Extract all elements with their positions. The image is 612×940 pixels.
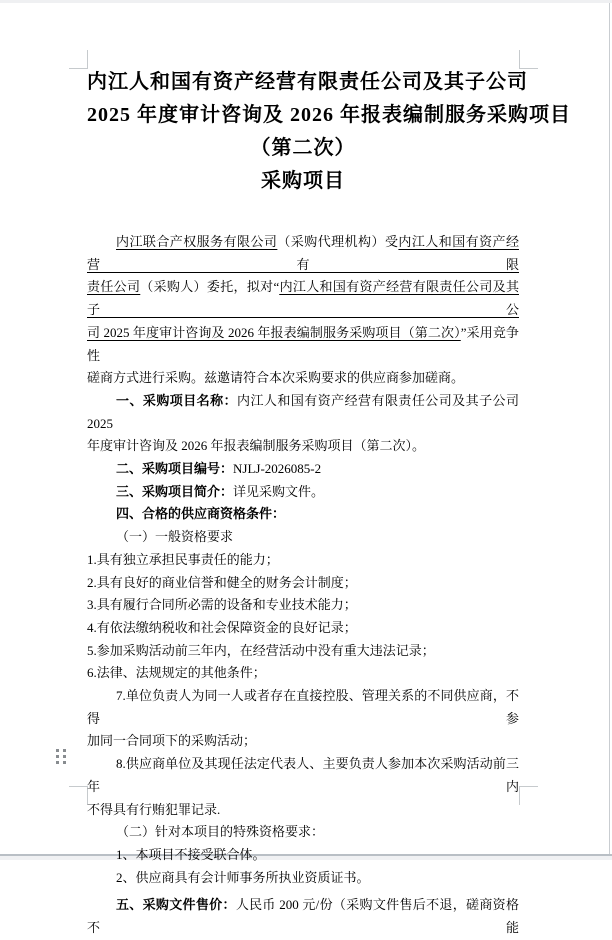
paragraph-line (87, 640, 519, 663)
text-run: 内江人和国有资产经营有限责任公司及其子公 (87, 279, 519, 318)
paragraph-line (87, 458, 519, 481)
text-run: 一、采购项目名称： (116, 392, 238, 408)
document-body (87, 231, 519, 940)
margin-crop-mark-top-right (519, 50, 538, 69)
title-line: 内江人和国有资产经营有限责任公司及其子公司 (87, 71, 528, 93)
page-right-edge (609, 3, 610, 855)
text-run: 8.供应商单位及其现任法定代表人、主要负责人参加本次采购活动前三年内 (87, 756, 519, 794)
paragraph-line (87, 867, 519, 890)
paragraph-line (87, 685, 519, 730)
paragraph-line (87, 894, 519, 939)
paragraph-line (87, 617, 519, 640)
text-run: 三、采购项目简介： (116, 483, 234, 499)
paragraph-line (87, 799, 519, 822)
text-run: 3.具有履行合同所必需的设备和专业技术能力； (87, 597, 357, 613)
text-run: 责任公司 (87, 279, 141, 295)
paragraph-line (87, 526, 519, 549)
paragraph-line (87, 821, 519, 844)
text-run: 6.法律、法规规定的其他条件； (87, 665, 266, 681)
text-run: 司 2025 年度审计咨询及 2026 年报表编制服务采购项目（第二次） (87, 324, 461, 340)
text-run: （一）一般资格要求 (116, 529, 234, 545)
paragraph-line (87, 549, 519, 572)
text-run: 详见采购文件。 (233, 483, 325, 499)
text-run: NJLJ-2026085-2 (233, 461, 322, 477)
paragraph-line (87, 662, 519, 685)
text-run: 二、采购项目编号： (116, 461, 234, 477)
paragraph-line (87, 390, 519, 435)
text-run: 2.具有良好的商业信誉和健全的财务会计制度； (87, 574, 357, 590)
text-run: 五、采购文件售价： (116, 897, 236, 913)
title-line: （第二次） (250, 137, 356, 159)
title-line: 采购项目 (261, 170, 345, 192)
text-run: 7.单位负责人为同一人或者存在直接控股、管理关系的不同供应商，不得参 (87, 688, 519, 726)
paragraph-line (87, 367, 519, 390)
paragraph-line (87, 572, 519, 595)
paragraph-line (87, 503, 519, 526)
paragraph-line (87, 435, 519, 458)
text-run: 内江联合产权服务有限公司 (116, 234, 278, 249)
paragraph-line (87, 753, 519, 798)
text-run: （二）针对本项目的特殊资格要求： (116, 824, 325, 840)
margin-crop-mark-top-left (69, 50, 88, 69)
text-run: （采购人）委托，拟对“ (140, 279, 280, 295)
margin-crop-mark-bottom-right (519, 786, 538, 805)
text-run: 1、本项目不接受联合体。 (116, 846, 266, 862)
text-run: 4.有依法缴纳税收和社会保障资金的良好记录； (87, 619, 357, 635)
text-run: 四、合格的供应商资格条件： (116, 506, 286, 522)
text-run: 内江人和国有资产经营有限 (87, 234, 519, 272)
paragraph-line (87, 730, 519, 753)
document-title (87, 66, 571, 198)
text-run: 年度审计咨询及 2026 年报表编制服务采购项目（第二次）。 (87, 438, 426, 454)
text-run: 内江人和国有资产经营有限责任公司及其子公司 2025 (87, 392, 519, 431)
text-run: 加同一合同项下的采购活动； (87, 733, 257, 749)
six-dot-drag-handle-icon[interactable] (56, 749, 68, 766)
paragraph-line (87, 322, 519, 367)
text-run: ”采用竞争性 (87, 324, 519, 363)
text-run: 不得具有行贿犯罪记录. (87, 801, 221, 817)
text-run: 5.参加采购活动前三年内，在经营活动中没有重大违法记录； (87, 642, 435, 658)
text-run: 人民币 200 元/份（采购文件售后不退，磋商资格不能 (87, 897, 519, 936)
margin-crop-mark-bottom-left (69, 786, 88, 805)
page-top-edge (0, 0, 612, 3)
text-run: 1.具有独立承担民事责任的能力； (87, 551, 279, 567)
text-run: 磋商方式进行采购。兹邀请符合本次采购要求的供应商参加磋商。 (87, 370, 465, 386)
paragraph-line (87, 844, 519, 867)
paragraph-line (87, 276, 519, 321)
text-run: 2、供应商具有会计师事务所执业资质证书。 (116, 869, 370, 885)
paragraph-line (87, 594, 519, 617)
paragraph-line (87, 481, 519, 504)
paragraph-line (87, 231, 519, 276)
text-run: （采购代理机构）受 (277, 234, 399, 249)
title-line: 2025 年度审计咨询及 2026 年报表编制服务采购项目 (87, 104, 571, 126)
